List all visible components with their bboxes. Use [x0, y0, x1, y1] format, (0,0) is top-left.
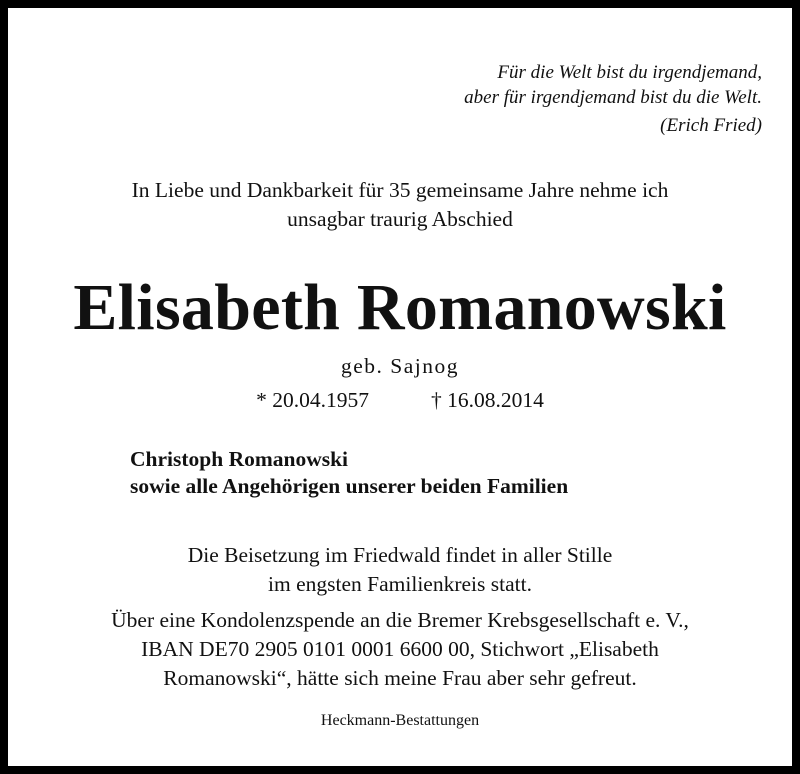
donation-line-3: Romanowski“, hätte sich meine Frau aber sehr gefreut.: [163, 666, 637, 690]
undertaker-name: Heckmann-Bestattungen: [320, 712, 480, 729]
donation-line-2: IBAN DE70 2905 0101 0001 6600 00, Stichwort „Elisabeth: [141, 637, 659, 661]
birth-name: geb. Sajnog: [340, 354, 460, 378]
mourner-line-1: Christoph Romanowski: [130, 447, 349, 471]
burial-line-1: Die Beisetzung im Friedwald findet in aller Stille: [187, 543, 613, 567]
birth-date: * 20.04.1957: [256, 388, 369, 412]
death-date: † 16.08.2014: [431, 388, 544, 412]
epigraph-quote: [464, 60, 762, 138]
quote-line-2: aber für irgendjemand bist du die Welt.: [464, 87, 762, 108]
mourner-line-2: sowie alle Angehörigen unserer beiden Familien: [130, 474, 569, 498]
intro-line-2: unsagbar traurig Abschied: [287, 207, 513, 231]
quote-line-1: Für die Welt bist du irgendjemand,: [497, 62, 762, 83]
burial-notice: [8, 541, 792, 599]
burial-line-2: im engsten Familienkreis statt.: [268, 572, 532, 596]
donation-line-1: Über eine Kondolenzspende an die Bremer Krebsgesellschaft e. V.,: [111, 608, 689, 632]
deceased-name: Elisabeth Romanowski: [73, 271, 727, 344]
quote-author: (Erich Fried): [660, 115, 762, 136]
mourners: [130, 446, 568, 500]
donation-notice: [8, 606, 792, 693]
life-dates: [8, 386, 792, 414]
intro-text: [8, 176, 792, 234]
intro-line-1: In Liebe und Dankbarkeit für 35 gemeinsame Jahre nehme ich: [131, 178, 669, 202]
